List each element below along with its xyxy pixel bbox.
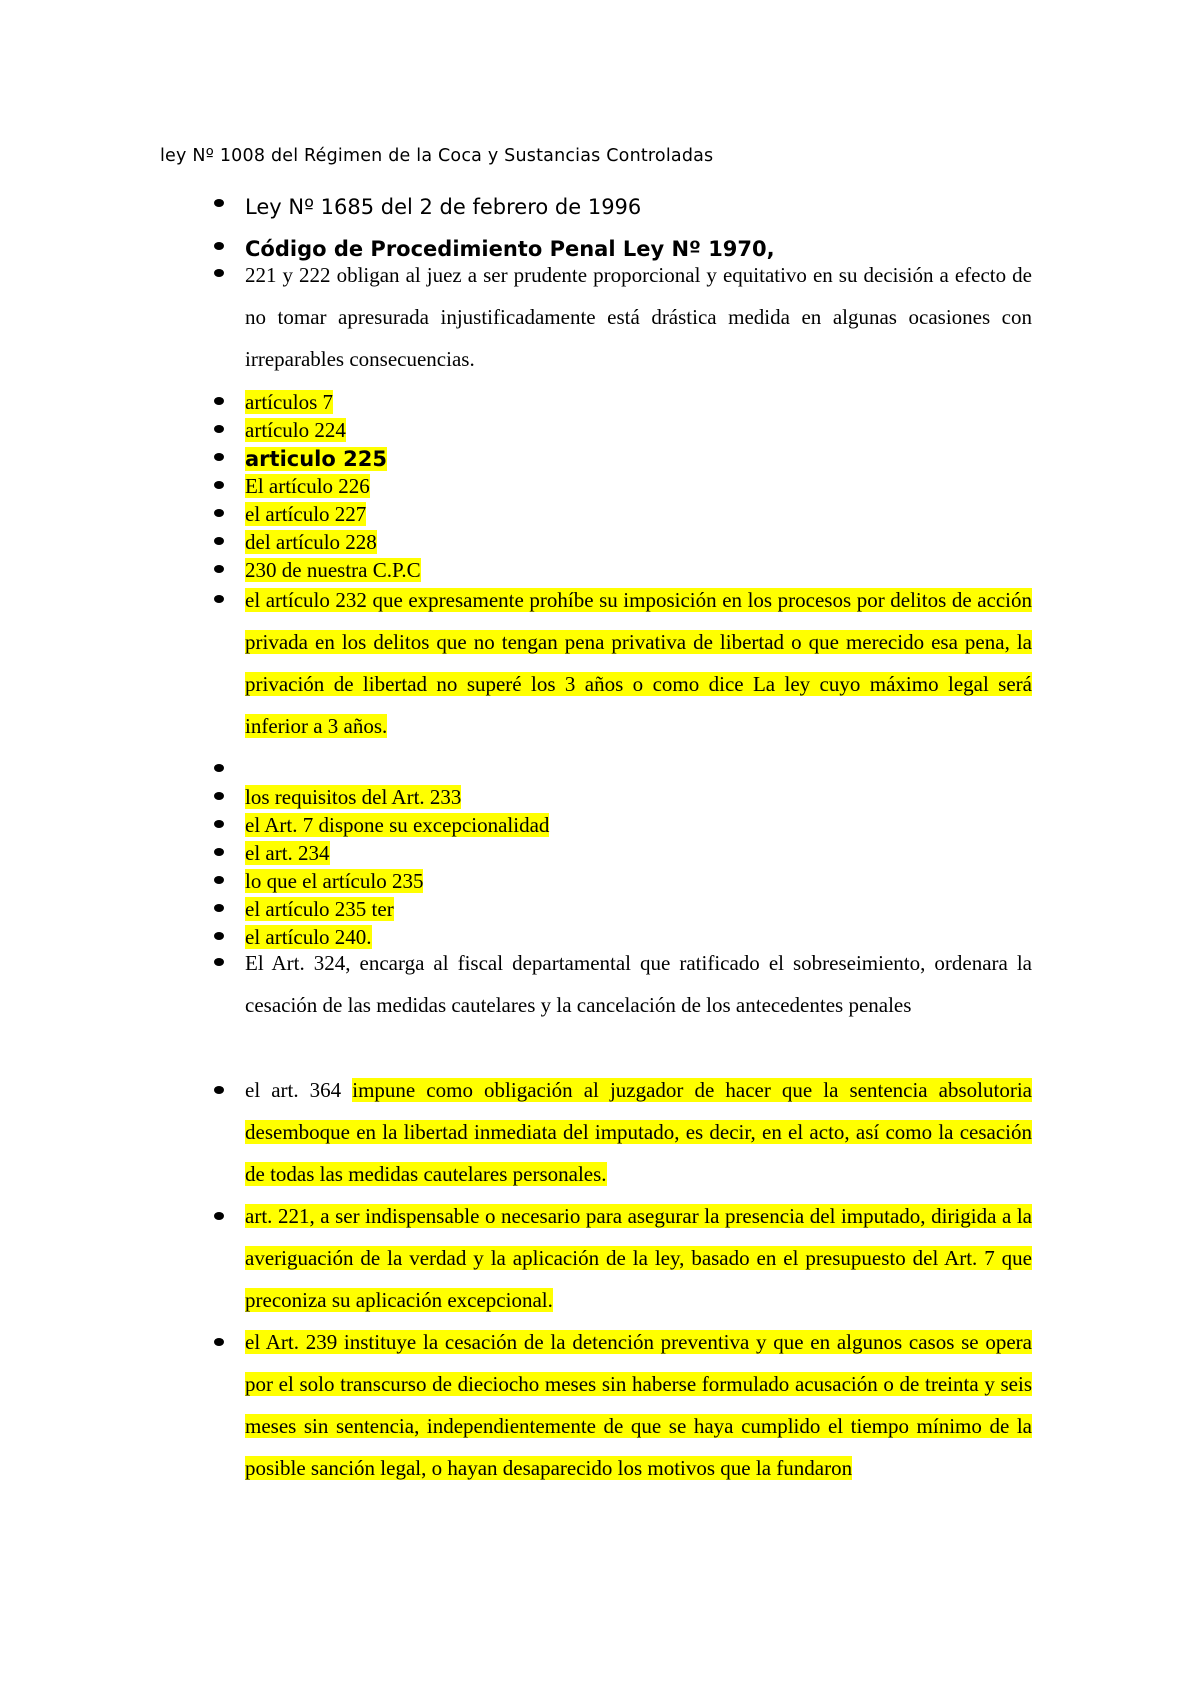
bullet-icon — [214, 509, 224, 517]
bullet-icon — [214, 425, 224, 433]
bullet-icon — [214, 269, 224, 277]
bullet-icon — [214, 958, 224, 966]
list-item: El artículo 226 — [245, 474, 370, 498]
list-item-paragraph: el Art. 239 instituye la cesación de la detención preventiva y que en algunos casos se opera por el solo transcurso de dieciocho meses sin haberse formulado acusación o de treinta y seis meses sin sentencia, independientemente de que se haya cumplido el tiempo mínimo de la posible sanción legal, o hayan desaparecido los motivos que la fundaron — [245, 1330, 1032, 1480]
bullet-icon — [214, 848, 224, 856]
bullet-icon — [214, 242, 224, 250]
list-item-paragraph: el artículo 232 que expresamente prohíbe su imposición en los procesos por delitos de acción privada en los delitos que no tengan pena privativa de libertad o que merecido esa pena, la privación de libertad no superé los 3 años o como dice La ley cuyo máximo legal será inferior a 3 años. — [245, 588, 1032, 738]
bullet-icon — [214, 453, 224, 461]
bullet-icon — [214, 764, 224, 772]
list-item: artículos 7 — [245, 390, 334, 414]
list-item: artículo 224 — [245, 418, 346, 442]
list-item: del artículo 228 — [245, 530, 377, 554]
bullet-icon — [214, 397, 224, 405]
document-heading: ley Nº 1008 del Régimen de la Coca y Sustancias Controladas — [160, 146, 714, 166]
bullet-icon — [214, 595, 224, 603]
bullet-icon — [214, 904, 224, 912]
bullet-icon — [214, 876, 224, 884]
bullet-icon — [214, 932, 224, 940]
list-item: el artículo 240. — [245, 925, 372, 949]
bullet-icon — [214, 537, 224, 545]
list-item-paragraph: el art. 364 impune como obligación al juzgador de hacer que la sentencia absolutoria desemboque en la libertad inmediata del imputado, es decir, en el acto, así como la cesación de todas las medidas cautelares personales. — [245, 1078, 1032, 1186]
list-item: lo que el artículo 235 — [245, 869, 424, 893]
bullet-icon — [214, 481, 224, 489]
bullet-icon — [214, 820, 224, 828]
list-item: el art. 234 — [245, 841, 330, 865]
bullet-icon — [214, 565, 224, 573]
list-item: los requisitos del Art. 233 — [245, 785, 462, 809]
list-item: Ley Nº 1685 del 2 de febrero de 1996 — [245, 195, 642, 219]
list-item-paragraph: El Art. 324, encarga al fiscal departamental que ratificado el sobreseimiento, ordenara la cesación de las medidas cautelares y la cancelación de los antecedentes penales — [245, 951, 1032, 1017]
list-item: el artículo 235 ter — [245, 897, 394, 921]
list-item: 230 de nuestra C.P.C — [245, 558, 421, 582]
list-item-paragraph: art. 221, a ser indispensable o necesario para asegurar la presencia del imputado, dirigida a la averiguación de la verdad y la aplicación de la ley, basado en el presupuesto del Art. 7 que preconiza su aplicación excepcional. — [245, 1204, 1032, 1312]
list-item: Código de Procedimiento Penal Ley Nº 1970, — [245, 237, 775, 261]
list-item: el Art. 7 dispone su excepcionalidad — [245, 813, 550, 837]
bullet-icon — [214, 1338, 224, 1346]
bullet-icon — [214, 1086, 224, 1094]
bullet-icon — [214, 792, 224, 800]
list-item: articulo 225 — [245, 447, 387, 471]
bullet-icon — [214, 199, 224, 207]
bullet-icon — [214, 1212, 224, 1220]
list-item-paragraph: 221 y 222 obligan al juez a ser prudente proporcional y equitativo en su decisión a efecto de no tomar apresurada injustificadamente está drástica medida en algunas ocasiones con irreparables consecuencias. — [245, 263, 1032, 371]
list-item: el artículo 227 — [245, 502, 367, 526]
